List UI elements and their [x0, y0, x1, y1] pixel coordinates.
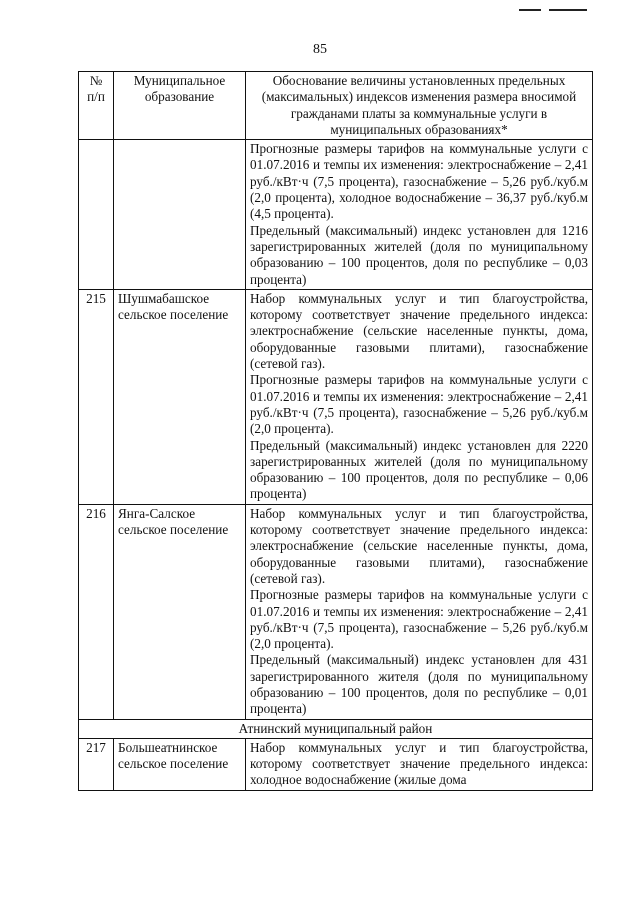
- tariff-index-table: [78, 71, 593, 791]
- row-municipality: Шушмабашское сельское поселение: [114, 289, 246, 504]
- header-justification: Обоснование величины установленных предельных (максимальных) индексов изменения размера вносимой гражданами платы за коммунальные услуги в муниципальных образованиях*: [246, 72, 593, 140]
- justification-paragraph: Набор коммунальных услуг и тип благоустройства, которому соответствует значение предельного индекса: холодное водоснабжение (жилые дома: [250, 739, 588, 788]
- row-num: [79, 140, 114, 290]
- table-row-216: [79, 504, 593, 719]
- header-num: № п/п: [79, 72, 114, 140]
- justification-paragraph: Предельный (максимальный) индекс установлен для 2220 зарегистрированных жителей (доля по муниципальному образованию – 100 процентов, доля по республике – 0,06 процента): [250, 437, 588, 502]
- row-justification: [246, 738, 593, 790]
- row-municipality: Большеатнинское сельское поселение: [114, 738, 246, 790]
- table-row-215: [79, 289, 593, 504]
- justification-paragraph: Прогнозные размеры тарифов на коммунальные услуги с 01.07.2016 и темпы их изменения: электроснабжение – 2,41 руб./кВт·ч (7,5 процента), газоснабжение – 5,26 руб./куб.м (2,0 процента).: [250, 587, 588, 652]
- row-num: 215: [79, 289, 114, 504]
- table-row-continuation: [79, 140, 593, 290]
- justification-paragraph: Предельный (максимальный) индекс установлен для 1216 зарегистрированных жителей (доля по муниципальному образованию – 100 процентов, доля по республике – 0,03 процента): [250, 222, 588, 287]
- top-rule-left: [519, 9, 541, 11]
- row-justification: [246, 504, 593, 719]
- row-municipality: [114, 140, 246, 290]
- justification-paragraph: Предельный (максимальный) индекс установлен для 431 зарегистрированного жителя (доля по муниципальному образованию – 100 процентов, доля по республике – 0,01 процента): [250, 652, 588, 717]
- page-number: 85: [313, 42, 327, 57]
- row-justification: [246, 140, 593, 290]
- row-justification: [246, 289, 593, 504]
- district-row: [79, 719, 593, 738]
- table-header-row: [79, 72, 593, 140]
- justification-paragraph: Прогнозные размеры тарифов на коммунальные услуги с 01.07.2016 и темпы их изменения: электроснабжение – 2,41 руб./кВт·ч (7,5 процента), газоснабжение – 5,26 руб./куб.м (2,0 процента).: [250, 372, 588, 437]
- row-municipality: Янга-Салское сельское поселение: [114, 504, 246, 719]
- top-rule-right: [549, 9, 587, 11]
- header-municipality: Муниципальное образование: [114, 72, 246, 140]
- table-row-217: [79, 738, 593, 790]
- district-heading: Атнинский муниципальный район: [79, 719, 593, 738]
- row-num: 216: [79, 504, 114, 719]
- row-num: 217: [79, 738, 114, 790]
- justification-paragraph: Набор коммунальных услуг и тип благоустройства, которому соответствует значение предельного индекса: электроснабжение (сельские населенные пункты, дома, оборудованные газовыми плитами), газоснабжение (сетевой газ).: [250, 290, 588, 372]
- justification-paragraph: Прогнозные размеры тарифов на коммунальные услуги с 01.07.2016 и темпы их изменения: электроснабжение – 2,41 руб./кВт·ч (7,5 процента), газоснабжение – 5,26 руб./куб.м (2,0 процента), холодное водоснабжение – 36,37 руб./куб.м (4,5 процента).: [250, 141, 588, 222]
- justification-paragraph: Набор коммунальных услуг и тип благоустройства, которому соответствует значение предельного индекса: электроснабжение (сельские населенные пункты, дома, оборудованные газовыми плитами), газоснабжение (сетевой газ).: [250, 505, 588, 586]
